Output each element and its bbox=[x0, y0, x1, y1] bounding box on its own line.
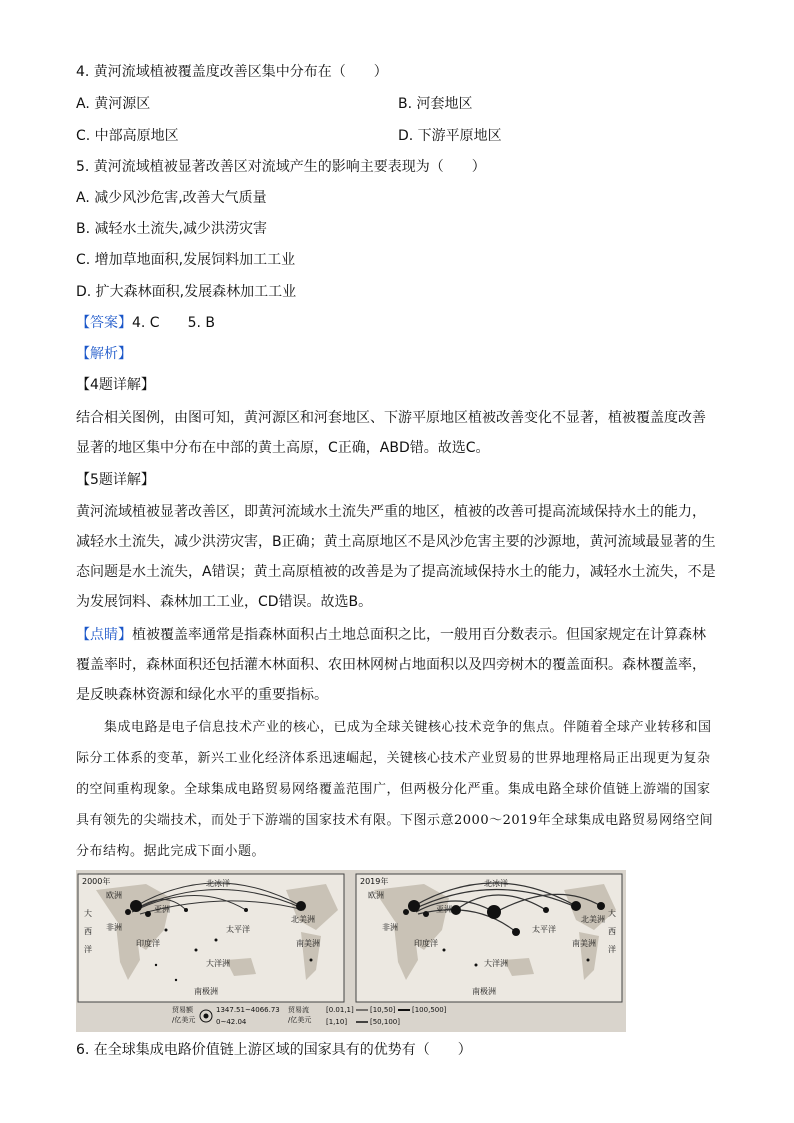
legend-flow-5: [50,100] bbox=[370, 1018, 400, 1026]
q6-stem: 6. 在全球集成电路价值链上游区域的国家具有的优势有（ ） bbox=[76, 1042, 472, 1058]
label-na-left: 北美洲 bbox=[291, 915, 315, 924]
label-yang-left: 洋 bbox=[84, 945, 92, 954]
detail4-text: 结合相关图例，由图可知，黄河源区和河套地区、下游平原地区植被改善变化不显著，植被覆盖度改善显著的地区集中分布在中部的黄土高原，C正确，ABD错。故选C。 bbox=[76, 410, 706, 456]
legend-flow-3: [100,500] bbox=[412, 1006, 447, 1014]
legend-flow-1: [0.01,1] bbox=[326, 1006, 354, 1014]
q4-stem: 4. 黄河流域植被覆盖度改善区集中分布在（ ） bbox=[76, 64, 388, 80]
label-antarctica-left: 南极洲 bbox=[194, 987, 218, 996]
label-da-right: 大 bbox=[608, 909, 616, 918]
label-yang-right: 洋 bbox=[608, 945, 616, 954]
label-xi-left: 西 bbox=[84, 927, 92, 936]
label-antarctica-right: 南极洲 bbox=[472, 987, 496, 996]
tip-tag: 【点睛】 bbox=[76, 627, 132, 643]
legend-vol-title-1: 贸易额 bbox=[172, 1006, 193, 1014]
q5-option-b: B. 减轻水土流失,减少洪涝灾害 bbox=[76, 221, 267, 237]
label-africa-left: 非洲 bbox=[106, 923, 122, 932]
map-legend bbox=[172, 1005, 447, 1026]
label-oceania-right: 大洋洲 bbox=[484, 959, 508, 968]
label-arctic-right: 北冰洋 bbox=[484, 879, 508, 888]
label-indian-right: 印度洋 bbox=[414, 939, 438, 948]
legend-flow-title-2: /亿美元 bbox=[288, 1016, 312, 1024]
legend-flow-4: [1,10] bbox=[326, 1018, 348, 1026]
label-na-right: 北美洲 bbox=[581, 915, 605, 924]
label-asia-right: 亚洲 bbox=[436, 905, 452, 914]
year-label-2019: 2019年 bbox=[360, 877, 389, 886]
label-pacific-right: 太平洋 bbox=[532, 925, 556, 934]
answer-tag: 【答案】 bbox=[76, 315, 132, 331]
answer-line bbox=[76, 313, 215, 333]
legend-vol-low: 0~42.04 bbox=[216, 1018, 247, 1026]
q4-option-b: B. 河套地区 bbox=[398, 96, 473, 112]
passage-text: 集成电路是电子信息技术产业的核心，已成为全球关键核心技术竞争的焦点。伴随着全球产业转移和国际分工体系的变革，新兴工业化经济体系迅速崛起，关键核心技术产业贸易的世界地理格局正出现更为复杂的空间重构现象。全球集成电路贸易网络覆盖范围广，但两极分化严重。集成电路全球价值链上游端的国家具有领先的尖端技术，而处于下游端的国家技术有限。下图示意2000～2019年全球集成电路贸易网络空间分布结构。据此完成下面小题。 bbox=[76, 720, 714, 859]
q4-option-c: C. 中部高原地区 bbox=[76, 128, 179, 144]
legend-vol-high: 1347.51~4066.73 bbox=[216, 1006, 280, 1014]
label-arctic-left: 北冰洋 bbox=[206, 879, 230, 888]
detail5-tag: 【5题详解】 bbox=[76, 472, 155, 488]
q4-option-d: D. 下游平原地区 bbox=[398, 128, 502, 144]
label-sa-right: 南美洲 bbox=[572, 939, 596, 948]
q5-option-d: D. 扩大森林面积,发展森林加工工业 bbox=[76, 284, 297, 300]
label-europe-right: 欧洲 bbox=[368, 891, 384, 900]
detail4-tag: 【4题详解】 bbox=[76, 377, 155, 393]
trade-network-map bbox=[76, 870, 626, 1032]
legend-flow-title-1: 贸易流 bbox=[288, 1006, 309, 1014]
legend-vol-title-2: /亿美元 bbox=[172, 1016, 196, 1024]
map-svg bbox=[76, 870, 626, 1032]
label-xi-right: 西 bbox=[608, 927, 616, 936]
label-pacific-left: 太平洋 bbox=[226, 925, 250, 934]
detail5-text: 黄河流域植被显著改善区，即黄河流域水土流失严重的地区，植被的改善可提高流域保持水土的能力，减轻水土流失，减少洪涝灾害，B正确；黄土高原地区不是风沙危害主要的沙源地，黄河流域最显著的生态问题是水土流失，A错误；黄土高原植被的改善是为了提高流域保持水土的能力，减轻水土流失，不是为发展饲料、森林加工工业，CD错误。故选B。 bbox=[76, 504, 716, 610]
answer-text: 4. C 5. B bbox=[132, 315, 215, 331]
label-europe-left: 欧洲 bbox=[106, 891, 122, 900]
analysis-tag: 【解析】 bbox=[76, 346, 132, 362]
year-label-2000: 2000年 bbox=[82, 877, 111, 886]
label-sa-left: 南美洲 bbox=[296, 939, 320, 948]
legend-vol-circle-small bbox=[204, 1014, 209, 1019]
q5-option-a: A. 减少风沙危害,改善大气质量 bbox=[76, 190, 267, 206]
q5-option-c: C. 增加草地面积,发展饲料加工工业 bbox=[76, 252, 296, 268]
label-da-left: 大 bbox=[84, 909, 92, 918]
label-indian-left: 印度洋 bbox=[136, 939, 160, 948]
tip-paragraph bbox=[76, 620, 716, 710]
tip-text: 植被覆盖率通常是指森林面积占土地总面积之比，一般用百分数表示。但国家规定在计算森林覆盖率时，森林面积还包括灌木林面积、农田林网树占地面积以及四旁树木的覆盖面积。森林覆盖率，是反映森林资源和绿化水平的重要指标。 bbox=[76, 627, 706, 703]
q5-stem: 5. 黄河流域植被显著改善区对流域产生的影响主要表现为（ ） bbox=[76, 159, 486, 175]
legend-flow-2: [10,50] bbox=[370, 1006, 396, 1014]
q4-option-a: A. 黄河源区 bbox=[76, 96, 151, 112]
label-africa-right: 非洲 bbox=[382, 923, 398, 932]
label-asia-left: 亚洲 bbox=[154, 905, 170, 914]
label-oceania-left: 大洋洲 bbox=[206, 959, 230, 968]
